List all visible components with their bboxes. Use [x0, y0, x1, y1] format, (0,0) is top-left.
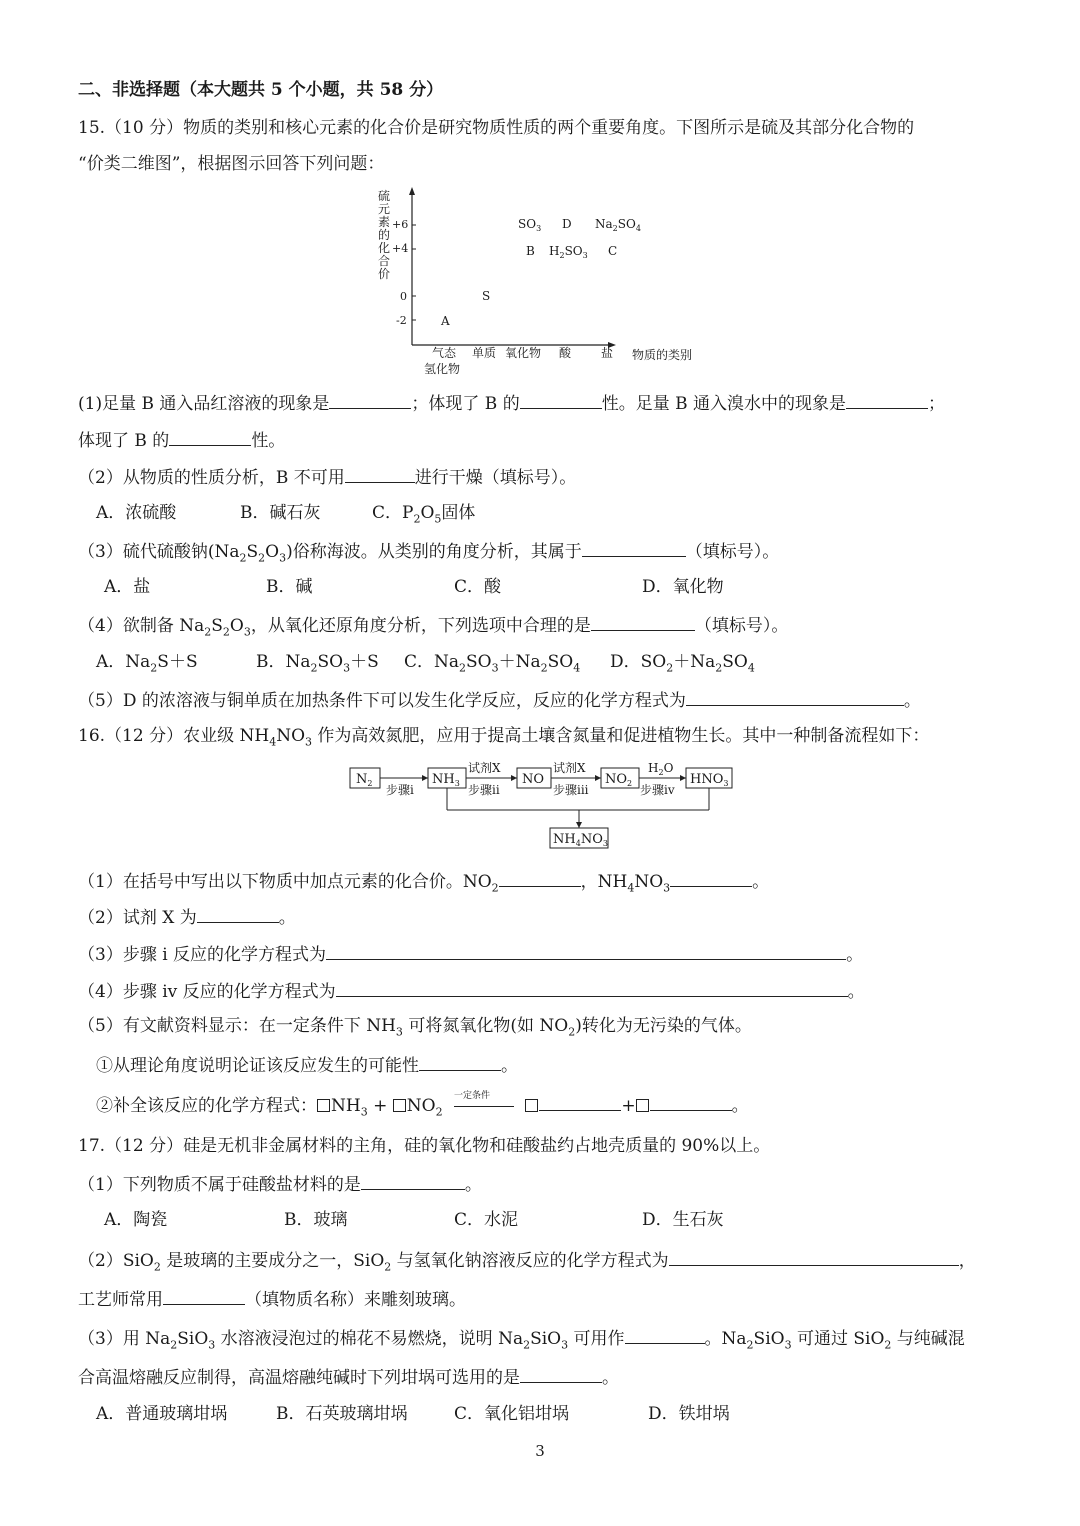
- flow-step: 步骤iii: [553, 783, 589, 797]
- answer-blank[interactable]: [419, 1052, 501, 1071]
- q17-part2-line2: 工艺师常用 （填物质名称）来雕刻玻璃。: [78, 1286, 466, 1312]
- point-s: S: [482, 289, 491, 303]
- point-na2so4: $Na_2SO_4$: [595, 217, 641, 233]
- flow-step: 步骤i: [386, 783, 414, 797]
- flow-node-nh3: $NH_3$: [432, 772, 460, 788]
- ylabel-char: 化: [378, 241, 391, 255]
- coefficient-box[interactable]: [636, 1099, 649, 1112]
- flow-reagent: 试剂X: [468, 761, 501, 775]
- option: B．碱石灰: [240, 503, 321, 523]
- q17-intro: 17.（12 分）硅是无机非金属材料的主角，硅的氧化物和硅酸盐约占地壳质量的 90%以上。: [78, 1136, 771, 1156]
- nh4no3-flow-diagram: [340, 758, 740, 854]
- ytick-label: -2: [396, 314, 407, 327]
- answer-blank[interactable]: [650, 1092, 732, 1111]
- answer-blank[interactable]: [625, 1325, 705, 1344]
- q16-part4: （4）步骤 iv 反应的化学方程式为 。: [78, 978, 865, 1004]
- answer-blank[interactable]: [686, 687, 904, 706]
- point-b: B: [526, 244, 535, 258]
- option: D．生石灰: [642, 1210, 724, 1230]
- flow-node-nh4no3: $NH_4NO_3$: [553, 832, 608, 848]
- answer-blank[interactable]: [163, 1286, 245, 1305]
- xtick-label: 单质: [472, 346, 497, 360]
- answer-blank[interactable]: [670, 868, 752, 887]
- answer-blank[interactable]: [169, 427, 251, 446]
- answer-blank[interactable]: [361, 1171, 465, 1190]
- point-h2so3: $H_2SO_3$: [549, 244, 588, 260]
- valence-class-chart: [360, 185, 720, 380]
- flow-reagent: $H_2O$: [648, 761, 674, 777]
- reaction-arrow: 一定条件: [448, 1094, 520, 1118]
- option: C．$Na_2SO_3+Na_2SO_4$: [404, 652, 581, 675]
- q15-part1-line2: 体现了 B 的 性。: [78, 427, 285, 453]
- flow-step: 步骤iv: [640, 783, 675, 797]
- q16-part3: （3）步骤 i 反应的化学方程式为 。: [78, 941, 863, 967]
- flow-node-n2: $N_2$: [356, 772, 373, 788]
- xtick-label: 气态: [432, 346, 457, 360]
- flow-node-no: NO: [522, 772, 545, 787]
- option: C．氧化铝坩埚: [454, 1404, 570, 1424]
- coefficient-box[interactable]: [525, 1099, 538, 1112]
- ytick-label: +6: [392, 218, 409, 231]
- xtick-label: 盐: [601, 346, 614, 360]
- flow-node-hno3: $HNO_3$: [690, 772, 729, 788]
- answer-blank[interactable]: [520, 390, 602, 409]
- answer-blank[interactable]: [499, 868, 581, 887]
- point-a: A: [441, 314, 450, 328]
- q17-part3-line2: 合高温熔融反应制得，高温熔融纯碱时下列坩埚可选用的是 。: [78, 1364, 619, 1390]
- q15-intro-line1: 15.（10 分）物质的类别和核心元素的化合价是研究物质性质的两个重要角度。下图所示是硫及其部分化合物的: [78, 118, 915, 138]
- answer-blank[interactable]: [329, 390, 411, 409]
- point-d: D: [562, 217, 572, 231]
- option: B．石英玻璃坩埚: [276, 1404, 408, 1424]
- ylabel-char: 元: [378, 202, 391, 216]
- option: C．水泥: [454, 1210, 519, 1230]
- option: A．陶瓷: [104, 1210, 168, 1230]
- answer-blank[interactable]: [345, 464, 415, 483]
- answer-blank[interactable]: [591, 612, 695, 631]
- q17-part2-line1: （2）SiO$_2$ 是玻璃的主要成分之一，SiO$_2$ 与氢氧化钠溶液反应的化学方程式为 ，: [78, 1247, 976, 1279]
- answer-blank[interactable]: [520, 1364, 602, 1383]
- point-so3: $SO_3$: [518, 217, 542, 233]
- q16-part5-i: ①从理论角度说明论证该反应发生的可能性 。: [96, 1052, 518, 1078]
- ylabel-char: 合: [378, 254, 391, 268]
- option: A．$Na_2S+S$: [96, 652, 198, 675]
- flow-node-no2: $NO_2$: [605, 772, 633, 788]
- option: D．铁坩埚: [648, 1404, 730, 1424]
- ytick-label: 0: [400, 290, 407, 303]
- q16-part2: （2）试剂 X 为 。: [78, 904, 296, 930]
- option: B．碱: [266, 577, 313, 597]
- flow-reagent: 试剂X: [553, 761, 586, 775]
- q16-part5-ii: ②补全该反应的化学方程式： $NH_3 + NO_2$ 一定条件 + 。: [96, 1091, 749, 1119]
- ylabel-char: 素: [378, 215, 391, 229]
- xtick-label: 酸: [559, 346, 572, 360]
- q16-intro: 16.（12 分）农业级 $NH_4NO_3$ 作为高效氮肥，应用于提高土壤含氮量和促进植物生长。其中一种制备流程如下：: [78, 726, 930, 749]
- answer-blank[interactable]: [846, 390, 928, 409]
- option: D．氧化物: [642, 577, 724, 597]
- answer-blank[interactable]: [669, 1247, 959, 1266]
- x-axis-label: 物质的类别: [632, 348, 693, 362]
- answer-blank[interactable]: [539, 1092, 621, 1111]
- q17-part3-line1: （3）用 $Na_2SiO_3$ 水溶液浸泡过的棉花不易燃烧，说明 $Na_2SiO_3$ 可用作 。$Na_2SiO_3$ 可通过 SiO$_2$ 与纯碱混: [78, 1325, 965, 1357]
- option: C．酸: [454, 577, 502, 597]
- ylabel-char: 硫: [378, 189, 391, 203]
- answer-blank[interactable]: [582, 538, 686, 557]
- option: A．浓硫酸: [96, 503, 177, 523]
- ylabel-char: 的: [378, 228, 391, 242]
- q15-part3: （3）硫代硫酸钠$(Na_2S_2O_3)$俗称海波。从类别的角度分析，其属于 （填标号）。: [78, 538, 779, 570]
- q15-part4: （4）欲制备 $Na_2S_2O_3$，从氧化还原角度分析，下列选项中合理的是 （填标号）。: [78, 612, 788, 644]
- section-title: 二、非选择题（本大题共 5 个小题，共 58 分）: [78, 80, 444, 100]
- page-number: 3: [535, 1442, 545, 1460]
- q15-intro-line2: “价类二维图”，根据图示回答下列问题：: [78, 154, 385, 174]
- q17-part1: （1）下列物质不属于硅酸盐材料的是 。: [78, 1171, 482, 1197]
- option: A．盐: [104, 577, 151, 597]
- option: B．玻璃: [284, 1210, 348, 1230]
- xtick-label: 氧化物: [505, 346, 542, 360]
- option: C．$P_2O_5$固体: [372, 503, 476, 526]
- coefficient-box[interactable]: [393, 1099, 406, 1112]
- q16-part1: （1）在括号中写出以下物质中加点元素的化合价。$NO_2$ ，$NH_4NO_3$ 。: [78, 868, 769, 900]
- point-c: C: [608, 244, 618, 258]
- answer-blank[interactable]: [336, 978, 848, 997]
- q15-part5: （5）D 的浓溶液与铜单质在加热条件下可以发生化学反应，反应的化学方程式为 。: [78, 687, 921, 713]
- flow-step: 步骤ii: [468, 783, 500, 797]
- answer-blank[interactable]: [326, 941, 846, 960]
- option: D．$SO_2+Na_2SO_4$: [610, 652, 755, 675]
- coefficient-box[interactable]: [317, 1099, 330, 1112]
- ytick-label: +4: [392, 242, 409, 255]
- q15-part1-line1: (1)足量 B 通入品红溶液的现象是 ；体现了 B 的 性。足量 B 通入溴水中的现象是 ；: [78, 390, 945, 416]
- q15-part2: （2）从物质的性质分析，B 不可用 进行干燥（填标号）。: [78, 464, 576, 490]
- answer-blank[interactable]: [197, 904, 279, 923]
- option: B．$Na_2SO_3+S$: [256, 652, 379, 675]
- xtick-label: 氢化物: [424, 362, 461, 376]
- ylabel-char: 价: [378, 267, 391, 281]
- q16-part5: （5）有文献资料显示：在一定条件下 $NH_3$ 可将氮氧化物(如 $NO_2$)转化为无污染的气体。: [78, 1016, 752, 1039]
- option: A．普通玻璃坩埚: [96, 1404, 228, 1424]
